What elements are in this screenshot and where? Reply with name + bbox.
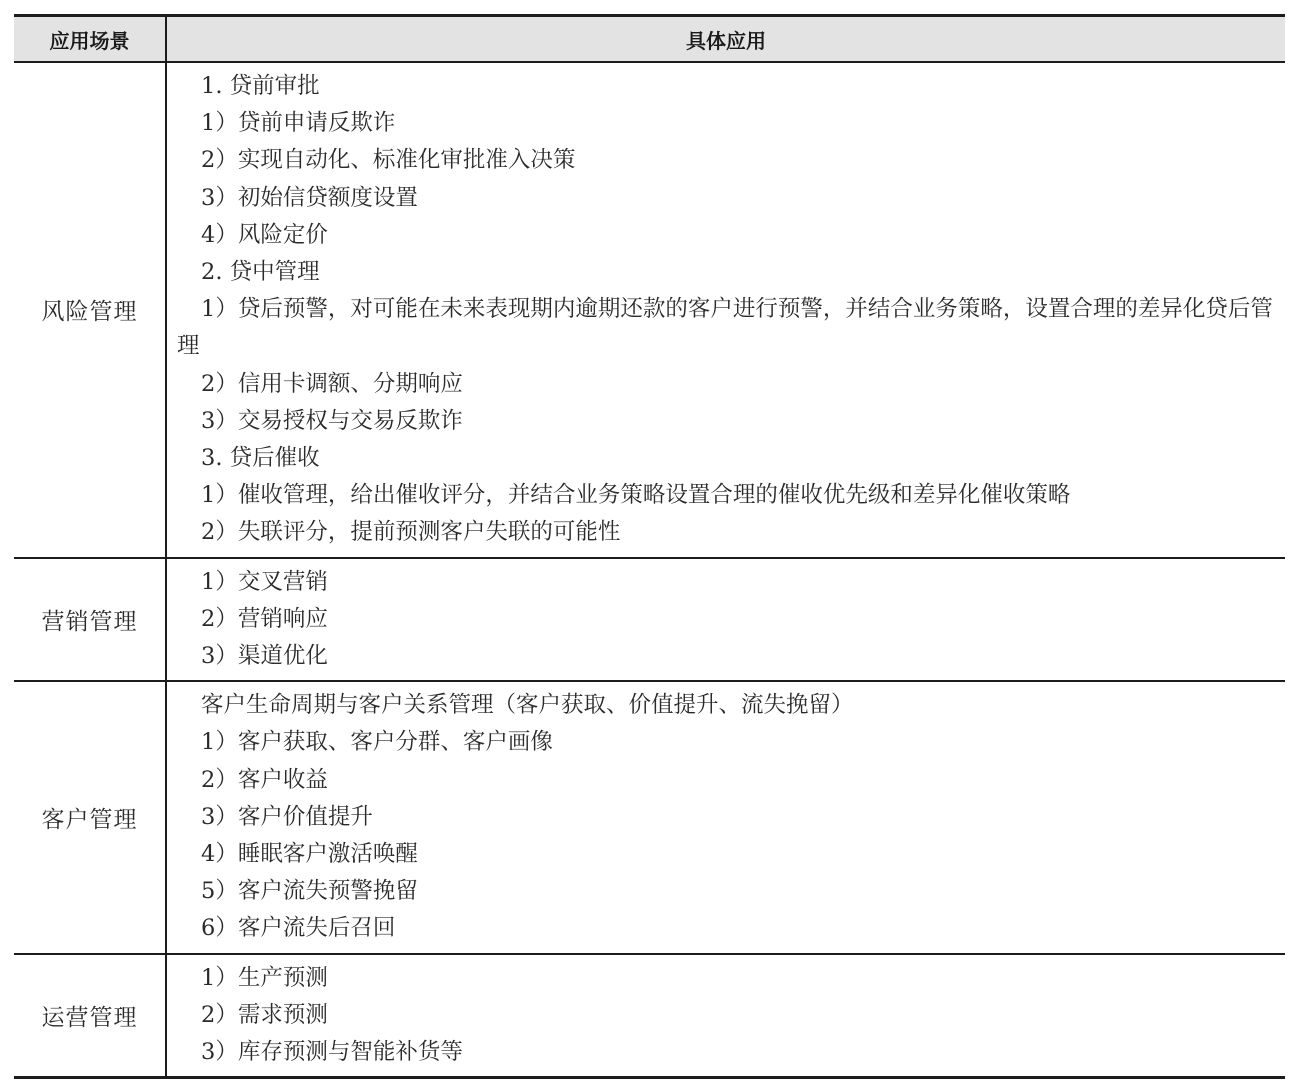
list-item: 1）生产预测 xyxy=(201,964,328,991)
table-header xyxy=(14,16,1285,63)
list-item: 6）客户流失后召回 xyxy=(201,915,396,942)
list-item: 3）客户价值提升 xyxy=(201,803,373,830)
applications-cell xyxy=(166,558,1285,682)
list-item: 1. 贷前审批 xyxy=(201,73,320,99)
applications-cell xyxy=(166,954,1285,1078)
list-item: 客户生命周期与客户关系管理（客户获取、价值提升、流失挽留） xyxy=(201,692,854,719)
list-item: 3）交易授权与交易反欺诈 xyxy=(201,407,463,434)
list-item: 1）贷前申请反欺诈 xyxy=(201,110,396,137)
list-item: 1）客户获取、客户分群、客户画像 xyxy=(201,729,553,756)
scene-cell: 营销管理 xyxy=(14,558,166,682)
list-item: 3）初始信贷额度设置 xyxy=(201,184,418,211)
list-item: 3. 贷后催收 xyxy=(201,445,320,472)
list-item: 4）睡眠客户激活唤醒 xyxy=(201,841,418,868)
list-item: 3）库存预测与智能补货等 xyxy=(201,1039,463,1066)
header-scene: 应用场景 xyxy=(14,16,166,63)
table-header-row xyxy=(14,16,1285,63)
applications-cell xyxy=(166,681,1285,953)
list-item: 1）催收管理，给出催收评分，并结合业务策略设置合理的催收优先级和差异化催收策略 xyxy=(201,482,1071,509)
list-item: 2）信用卡调额、分期响应 xyxy=(201,370,463,397)
list-item: 2）客户收益 xyxy=(201,766,328,793)
application-table xyxy=(14,14,1285,1079)
table-row-marketing xyxy=(14,558,1285,682)
applications-cell xyxy=(166,62,1285,558)
list-item: 2. 贷中管理 xyxy=(201,259,320,286)
list-item: 2）实现自动化、标准化审批准入决策 xyxy=(201,147,576,174)
header-applications: 具体应用 xyxy=(166,16,1285,63)
scene-cell: 风险管理 xyxy=(14,62,166,558)
list-item: 1）交叉营销 xyxy=(201,568,328,595)
list-item: 1）贷后预警，对可能在未来表现期内逾期还款的客户进行预警，并结合业务策略，设置合理的差异化贷后管理 xyxy=(177,296,1273,360)
list-item: 4）风险定价 xyxy=(201,221,328,248)
table-row-customer xyxy=(14,681,1285,953)
application-table-container xyxy=(14,14,1285,1079)
table-body xyxy=(14,62,1285,1078)
list-item: 2）需求预测 xyxy=(201,1001,328,1028)
scene-cell: 运营管理 xyxy=(14,954,166,1078)
list-item: 2）营销响应 xyxy=(201,605,328,632)
list-item: 3）渠道优化 xyxy=(201,643,328,670)
table-row-operations xyxy=(14,954,1285,1078)
table-row-risk xyxy=(14,62,1285,558)
list-item: 2）失联评分，提前预测客户失联的可能性 xyxy=(201,519,621,546)
scene-cell: 客户管理 xyxy=(14,681,166,953)
list-item: 5）客户流失预警挽留 xyxy=(201,878,418,905)
